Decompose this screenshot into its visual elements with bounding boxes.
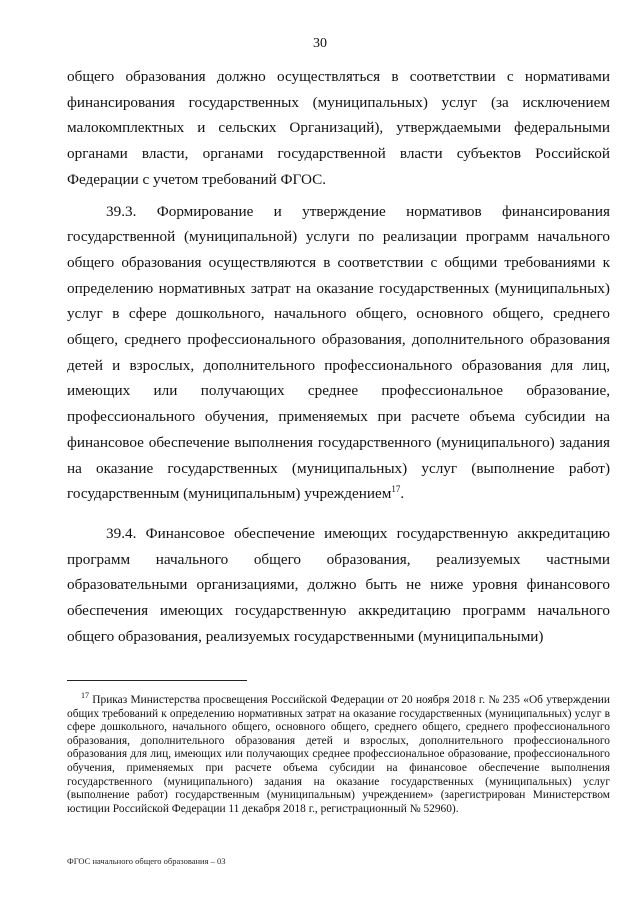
paragraph-39-3-end: . — [400, 485, 405, 503]
paragraph-continuation: общего образования должно осуществляться в соответствии с нормативами финансирования государственных (муниципальных) услуг (за исключением малокомплектных и сельских Организаций), утверждаемыми федеральными органами власти, органами государственной власти субъектов Российской Федерации с учетом требований ФГОС. — [67, 68, 610, 188]
footnote-text: Приказ Министерства просвещения Российской Федерации от 20 ноября 2018 г. № 235 «Об утверждении общих требований к определению нормативных затрат на оказание государственных (муниципальных) услуг в сфере дошкольного, начального общего, основного общего, среднего общего, среднего профессионального образования, дополнительного образования детей и взрослых, дополнительного профессионального образования для лиц, имеющих или получающих среднее профессиональное образование, профессионального обучения, применяемых при расчете объема субсидии на финансовое обеспечение выполнения государственного (муниципального) задания на оказание государственных (муниципальных) услуг (выполнение работ) государственным (муниципальным) учреждением» (зарегистрирован Министерством юстиции Российской Федерации 11 декабря 2018 г., регистрационный № 52960). — [67, 694, 610, 815]
footnote-number: 17 — [81, 691, 89, 701]
document-footer: ФГОС начального общего образования – 03 — [67, 856, 226, 866]
footnote-ref-17[interactable]: 17 — [391, 484, 401, 495]
main-text — [67, 64, 610, 649]
paragraph-39-3 — [67, 199, 610, 507]
footnote-divider — [67, 680, 247, 681]
paragraph-39-3-text: 39.3. Формирование и утверждение нормативов финансирования государственной (муниципальной) услуги по реализации программ начального общего образования осуществляются в соответствии с общими требованиями к определению нормативных затрат на оказание государственных (муниципальных) услуг в сфере дошкольного, начального общего, основного общего, среднего общего, среднего профессионального образования, дополнительного образования детей и взрослых, дополнительного профессионального образования для лиц, имеющих или получающих среднее профессиональное образование, профессионального обучения, применяемых при расчете объема субсидии на финансовое обеспечение выполнения государственного (муниципального) задания на оказание государственных (муниципальных) услуг (выполнение работ) государственным (муниципальным) учреждением — [67, 202, 610, 503]
page-number: 30 — [313, 36, 327, 51]
paragraph-39-4: 39.4. Финансовое обеспечение имеющих государственную аккредитацию программ начального общего образования, реализуемых частными образовательными организациями, должно быть не ниже уровня финансового обеспечения имеющих государственную аккредитацию программ начального общего образования, реализуемых государственными (муниципальными) — [67, 524, 610, 645]
footnote-17 — [67, 691, 610, 816]
